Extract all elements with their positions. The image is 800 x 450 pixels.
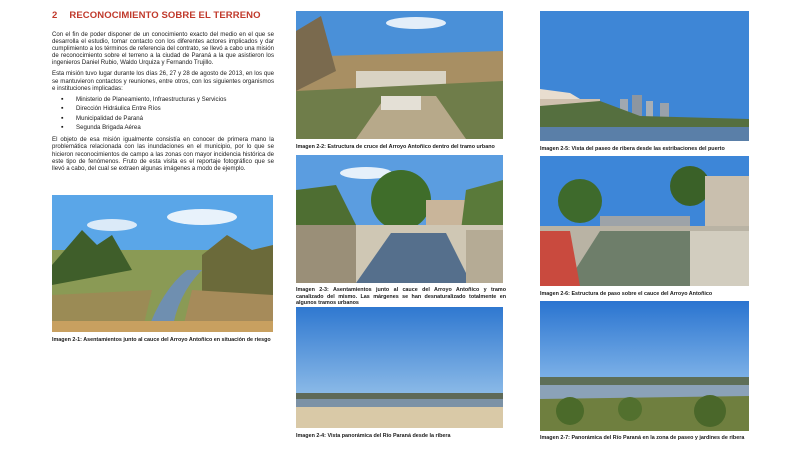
caption-image-2-7: Imagen 2-7: Panorámica del Río Paraná en la zona de paseo y jardines de ribera [540,435,745,441]
photo-creek-crossing-structure [540,156,749,286]
caption-image-2-3: Imagen 2-3: Asentamientos junto al cauce del Arroyo Antoñico y tramo canalizado del mismo. Las márgenes se han desnaturalizado totalmente en algunos tramos urbanos [296,287,506,307]
caption-image-2-1: Imagen 2-1: Asentamientos junto al cauce del Arroyo Antoñico en situación de riesgo [52,337,271,343]
section-heading [52,10,274,21]
objective-paragraph: El objeto de esa misión igualmente consistía en conocer de primera mano la problemática relacionada con las inundaciones en el municipio, por lo que se hicieron reconocimientos de campo a las zonas con mayor incidencia histórica de este tipo de fenómenos. Fruto de esta visita es el reportaje fotográfico que se llevó a cabo, del cual se extraen algunas imágenes a modo de ejemplo. [52,136,274,172]
photo-canalized-creek [296,155,503,283]
list-item: ▪ Ministerio de Planeamiento, Infraestructuras y Servicios [52,96,274,103]
caption-image-2-4: Imagen 2-4: Vista panorámica del Río Paraná desde la ribera [296,433,451,439]
text-column [52,10,274,176]
mission-paragraph: Esta misión tuvo lugar durante los días 26, 27 y 28 de agosto de 2013, en los que se mantuvieron contactos y reuniones, entre otros, con los siguientes organismos e instituciones implicadas: [52,70,274,92]
photo-creek-crossing [296,11,503,139]
photo-riverside-gardens [540,301,749,431]
caption-image-2-5: Imagen 2-5: Vista del paseo de ribera desde las estribaciones del puerto [540,146,725,152]
intro-paragraph: Con el fin de poder disponer de un conocimiento exacto del medio en el que se desarrolla el estudio, tomar contacto con los diferentes actores implicados y dar cumplimiento a los términos de referencia del contrato, se llevó a cabo una misión de reconocimiento sobre el terreno a la ciudad de Paraná a la que asistieron los ingenieros Daniel Rubio, Waldo Urquiza y Fernando Trujillo. [52,31,274,67]
list-item: ▪ Dirección Hidráulica Entre Ríos [52,105,274,112]
photo-settlements-creek [52,195,273,332]
section-number: 2 [52,10,58,21]
caption-image-2-6: Imagen 2-6: Estructura de paso sobre el cauce del Arroyo Antoñico [540,291,713,297]
photo-riverside-promenade [540,11,749,141]
institution-list [52,96,274,132]
photo-parana-river-panorama [296,307,503,428]
list-item: ▪ Municipalidad de Paraná [52,115,274,122]
section-title: RECONOCIMIENTO SOBRE EL TERRENO [69,10,261,21]
caption-image-2-2: Imagen 2-2: Estructura de cruce del Arroyo Antoñico dentro del tramo urbano [296,144,495,150]
list-item: ▪ Segunda Brigada Aérea [52,124,274,131]
